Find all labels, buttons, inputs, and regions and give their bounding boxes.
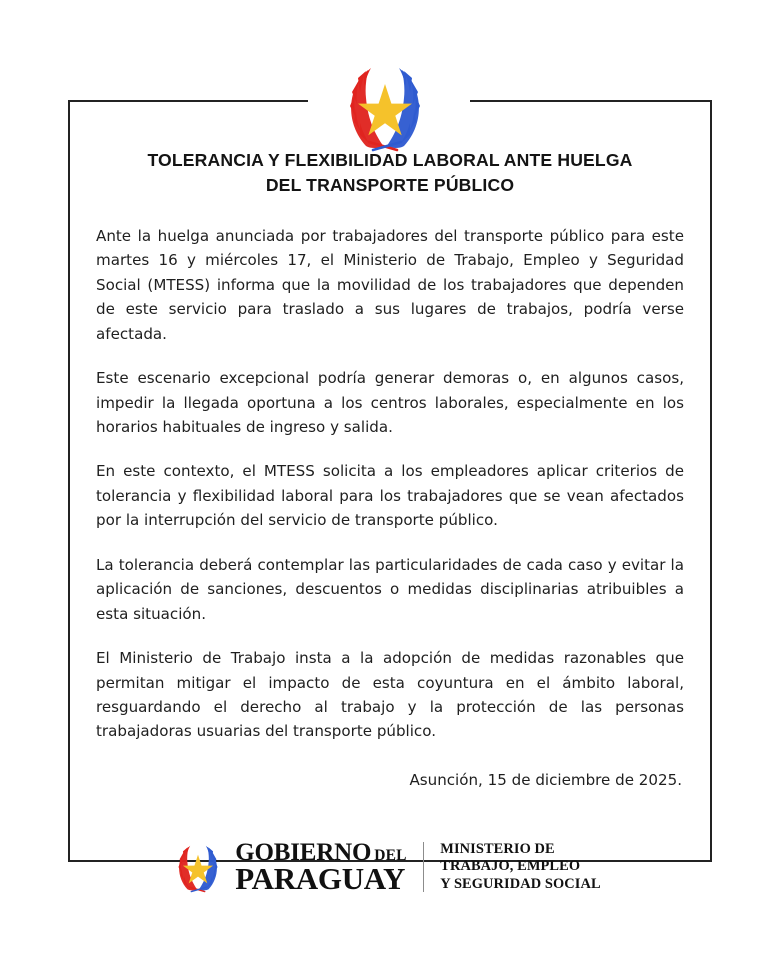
paraguay-emblem-icon-footer (169, 840, 227, 894)
wordmark-gobierno: GOBIERNO (235, 838, 372, 866)
dateline: Asunción, 15 de diciembre de 2025. (409, 770, 682, 789)
gobierno-del-paraguay-wordmark (235, 838, 422, 896)
paragraph: Este escenario excepcional podría generar demoras o, en algunos casos, impedir la llegada oportuna a los centros laborales, especialmente en los horarios habituales de ingreso y salida. (96, 369, 684, 436)
footer-logo-lockup (0, 840, 770, 894)
title-line-1: TOLERANCIA Y FLEXIBILIDAD LABORAL ANTE HUELGA (147, 150, 633, 170)
wordmark-paraguay: PARAGUAY (235, 860, 406, 896)
title-line-2: DEL TRANSPORTE PÚBLICO (265, 174, 515, 195)
ministry-line-3: Y SEGURIDAD SOCIAL (440, 875, 601, 892)
document-body (68, 100, 712, 862)
ministry-line-1: MINISTERIO DE (440, 841, 555, 858)
paragraph: El Ministerio de Trabajo insta a la adopción de medidas razonables que permitan mitigar el impacto de esta coyuntura en el ámbito laboral, resguardando el derecho al trabajo y la protección de las personas trabajadoras usuarias del transporte público. (96, 649, 684, 741)
ministry-wordmark (424, 841, 600, 893)
ministry-line-2: TRABAJO, EMPLEO (440, 858, 581, 875)
wordmark-del: DEL (374, 846, 407, 864)
paragraph: La tolerancia deberá contemplar las particularidades de cada caso y evitar la aplicación de sanciones, descuentos o medidas disciplinarias atribuibles a esta situación. (96, 555, 684, 623)
paragraph: Ante la huelga anunciada por trabajadores del transporte público para este martes 16 y miércoles 17, el Ministerio de Trabajo, Empleo y Seguridad Social (MTESS) informa que la movilidad de los trabajadores que dependen de este servicio para traslado a sus lugares de trabajos, podría verse afectada. (96, 226, 684, 343)
paraguay-emblem-icon (333, 58, 437, 154)
paragraph: En este contexto, el MTESS solicita a los empleadores aplicar criterios de tolerancia y flexibilidad laboral para los trabajadores que se vean afectados por la interrupción del servicio de transporte público. (96, 462, 684, 530)
page-title (94, 148, 686, 198)
